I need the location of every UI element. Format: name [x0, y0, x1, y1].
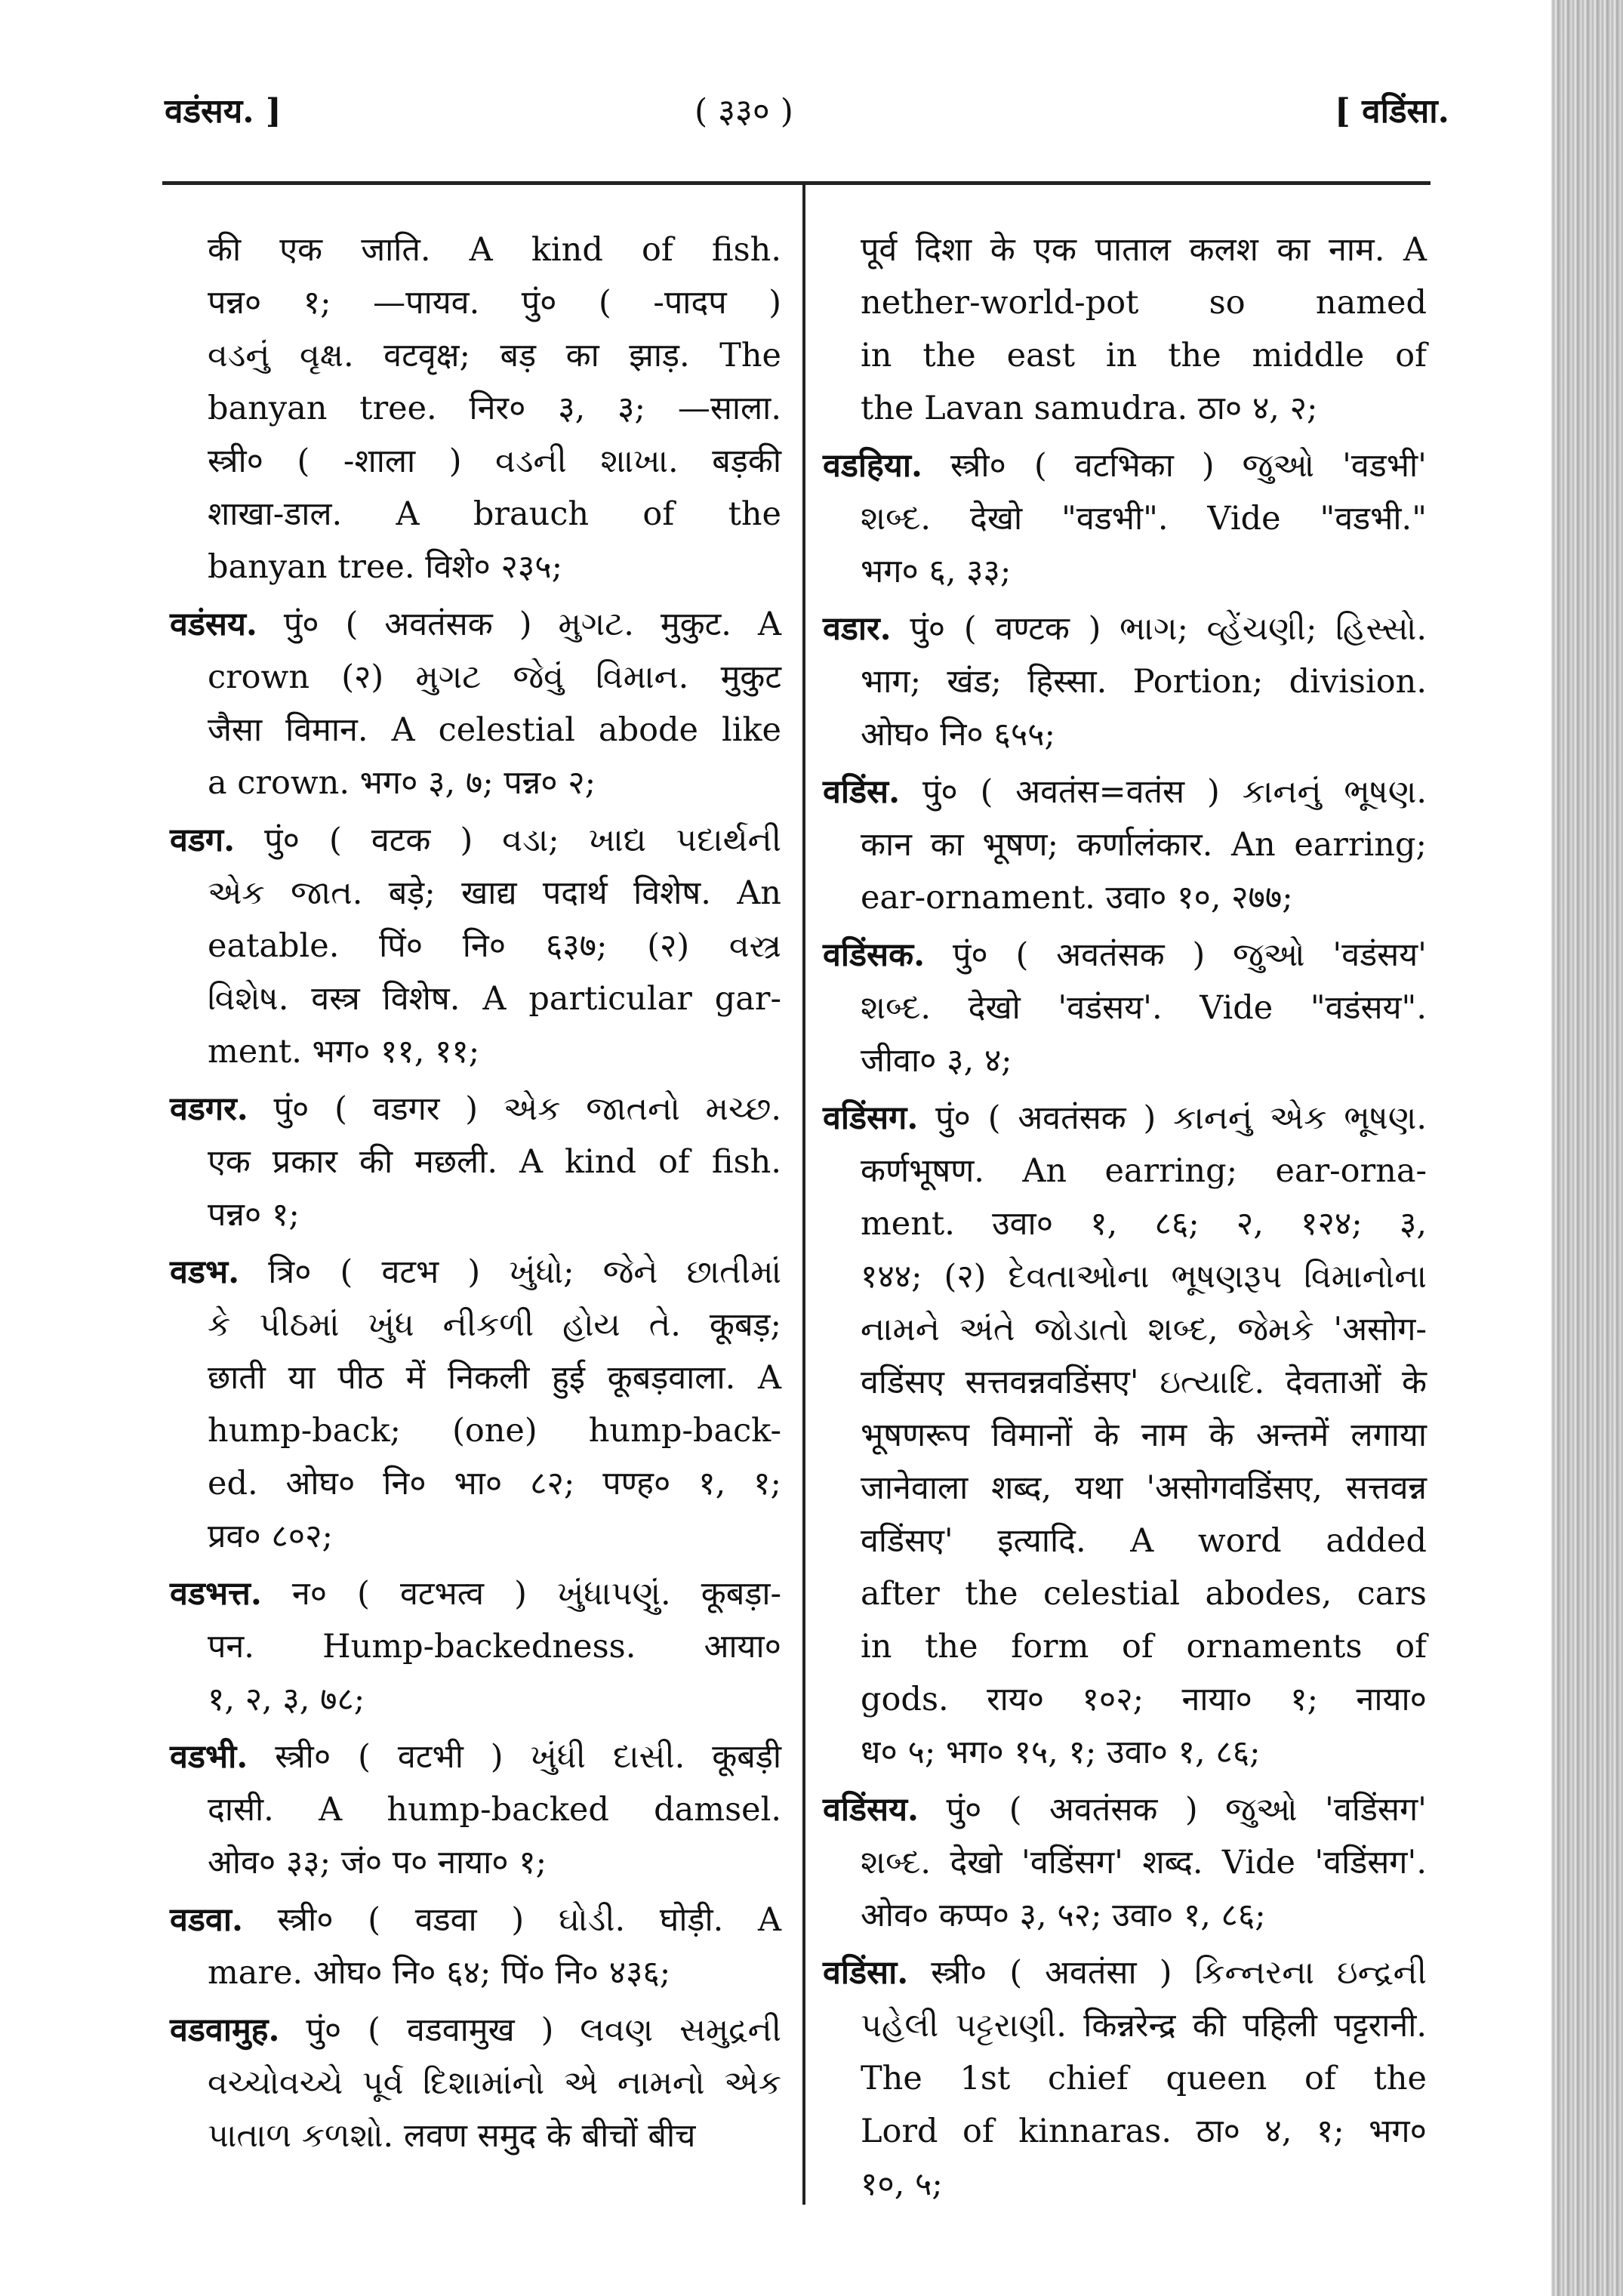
right-column: [823, 219, 1427, 2211]
entry-line: [823, 276, 1427, 329]
entry-text: એક જાત. बड़े; खाद्य पदार्थ विशेष. An: [208, 874, 781, 912]
entry-text: ओघ० नि० ६५५;: [861, 716, 1056, 754]
entry-text: કે પીઠમાં ખુંધ નીકળી હોય તે. कूबड़;: [208, 1306, 781, 1344]
entry-text: स्त्री० ( -शाला ) વડની શાખા. बड़की: [208, 442, 781, 480]
entry-line: [170, 1510, 781, 1563]
entry-line: [823, 1462, 1427, 1515]
entry-text: भाग; खंड; हिस्सा. Portion; division.: [861, 663, 1427, 701]
entry-headword: वडिंसक.: [823, 936, 925, 974]
entry-line: [823, 492, 1427, 545]
entry-line: [170, 651, 781, 704]
entry-text: जानेवाला शब्द, यथा 'असोगवडिंसए, सत्तवन्न: [861, 1469, 1427, 1507]
dictionary-entry: [170, 814, 781, 1078]
entry-text: nether-world-pot so named: [861, 284, 1427, 322]
header-first-word: वडंसय. ]: [165, 92, 282, 131]
entry-line: [823, 818, 1427, 871]
entry-text: ed. ओघ० नि० भा० ८२; पण्ह० १, १;: [208, 1465, 781, 1502]
entry-text: पुं० ( वडवामुख ) લવણ સમુદ્રની: [279, 2011, 781, 2049]
entry-line: [170, 1620, 781, 1673]
entry-line: [170, 1836, 781, 1889]
entry-text: mare. ओघ० नि० ६४; पिं० नि० ४३६;: [208, 1954, 671, 1992]
entry-headword: वडिंसा.: [823, 1954, 909, 1992]
entry-text: पन्न० १;: [208, 1196, 300, 1234]
entry-text: छाती या पीठ में निकली हुई कूबड़वाला. A: [208, 1359, 781, 1397]
entry-text: gods. राय० १०२; नाया० १; नाया०: [861, 1681, 1427, 1718]
entry-text: भग० ६, ३३;: [861, 553, 1012, 590]
entry-line: [170, 223, 781, 276]
entry-line: [823, 1409, 1427, 1462]
entry-line: [823, 1889, 1427, 1942]
entry-line: [170, 814, 781, 867]
entry-line: [823, 1783, 1427, 1836]
entry-line: [170, 1457, 781, 1510]
entry-text: १४४; (२) દેવતાઓના ભૂષણરૂપ વિમાનોના: [861, 1258, 1427, 1296]
entry-text: Lord of kinnaras. ठा० ४, १; भग०: [861, 2113, 1427, 2150]
entry-headword: वडहिया.: [823, 447, 922, 485]
column-divider: [802, 181, 805, 2205]
entry-line: [823, 1303, 1427, 1356]
entry-line: [823, 603, 1427, 655]
entry-line: [823, 1673, 1427, 1726]
entry-text: पन्न० १; —पायव. पुं० ( -पादप ): [208, 284, 781, 322]
entry-text: banyan tree. विशे० २३५;: [208, 548, 563, 586]
entry-text: in the east in the middle of: [861, 337, 1427, 374]
entry-line: [823, 2158, 1427, 2211]
entry-text: त्रि० ( वटभ ) ખુંધો; જેને છાતીમાં: [239, 1253, 781, 1291]
entry-line: [823, 1356, 1427, 1409]
entry-line: [170, 382, 781, 435]
dictionary-entry: [823, 603, 1427, 761]
entry-text: in the form of ornaments of: [861, 1628, 1427, 1666]
entry-line: [823, 1726, 1427, 1779]
entry-headword: वडिंसय.: [823, 1791, 919, 1829]
entry-text: eatable. पिं० नि० ६३७; (२) વસ્ત્ર: [208, 927, 781, 965]
dictionary-entry: [823, 1783, 1427, 1942]
entry-text: પહેલી પટ્ટરાણી. किन्नरेन्द्र की पहिली पट्टरानी.: [861, 2007, 1427, 2045]
entry-text: कर्णभूषण. An earring; ear-orna-: [861, 1152, 1427, 1190]
entry-line: [823, 1197, 1427, 1250]
header-last-word: [ वडिंसा.: [1335, 92, 1449, 131]
entry-line: [170, 1404, 781, 1457]
entry-text: स्त्री० ( वडवा ) ઘોડી. घोड़ी. A: [242, 1901, 781, 1939]
entry-text: न० ( वटभत्व ) ખુંધાપણું. कूबड़ा-: [261, 1575, 781, 1613]
entry-headword: वडभत्त.: [170, 1575, 262, 1613]
entry-line: [170, 1783, 781, 1836]
entry-text: जैसा विमान. A celestial abode like: [208, 711, 781, 749]
dictionary-entry: [823, 1092, 1427, 1779]
entry-text: पन. Hump-backedness. आया०: [208, 1628, 781, 1666]
entry-headword: वडार.: [823, 610, 892, 648]
entry-line: [823, 382, 1427, 435]
entry-text: पुं० ( अवतंस=वतंस ) કાનનું ભૂષણ.: [900, 773, 1427, 811]
entry-line: [170, 2004, 781, 2057]
entry-text: प्रव० ८०२;: [208, 1518, 333, 1555]
entry-line: [170, 972, 781, 1025]
entry-text: दासी. A hump-backed damsel.: [208, 1791, 781, 1829]
header-rule: [162, 181, 1431, 185]
page-number: ( ३३० ): [694, 92, 793, 131]
entry-line: [170, 1673, 781, 1726]
entry-line: [170, 920, 781, 972]
entry-text: ment. उवा० १, ८६; २, १२४; ३,: [861, 1205, 1427, 1243]
dictionary-entry: [823, 223, 1427, 435]
entry-line: [823, 439, 1427, 492]
dictionary-entry: [823, 1946, 1427, 2211]
entry-line: [170, 598, 781, 651]
entry-headword: वडवामुह.: [170, 2011, 280, 2049]
entry-line: [170, 1730, 781, 1783]
entry-line: [823, 1092, 1427, 1145]
entry-headword: वडगर.: [170, 1090, 248, 1128]
entry-line: [170, 1894, 781, 1946]
entry-headword: वडिंस.: [823, 773, 901, 811]
entry-text: १, २, ३, ७८;: [208, 1681, 365, 1718]
entry-line: [170, 435, 781, 488]
entry-text: कान का भूषण; कर्णालंकार. An earring;: [861, 826, 1427, 864]
entry-headword: वडभ.: [170, 1253, 240, 1291]
entry-text: the Lavan samudra. ठा० ४, २;: [861, 390, 1318, 427]
entry-line: [823, 1620, 1427, 1673]
entry-line: [170, 757, 781, 809]
entry-headword: वडवा.: [170, 1901, 243, 1939]
entry-text: पुं० ( वण्टक ) ભાગ; વ્હેંચણી; હિસ્સો.: [891, 610, 1427, 648]
entry-text: શબ્દ. देखो 'वडिंसग' शब्द. Vide 'वडिंसग'.: [861, 1844, 1427, 1881]
entry-line: [823, 871, 1427, 924]
entry-text: पुं० ( वटक ) વડા; ખાદ્ય પદાર્થની: [235, 821, 781, 859]
entry-text: શબ્દ. देखो "वडभी". Vide "वडभी.": [861, 500, 1427, 538]
entry-line: [823, 1515, 1427, 1567]
entry-text: ओव० कप्प० ३, ५२; उवा० १, ८६;: [861, 1897, 1266, 1934]
entry-headword: वडभी.: [170, 1738, 248, 1776]
entry-headword: वडग.: [170, 821, 236, 859]
entry-line: [170, 1946, 781, 1999]
entry-text: वडिंसए सत्तवन्नवडिंसए' ઇત્યાદિ. देवताओं के: [861, 1364, 1427, 1401]
entry-text: जीवा० ३, ४;: [861, 1042, 1012, 1080]
entry-line: [823, 2052, 1427, 2105]
entry-line: [170, 329, 781, 382]
entry-line: [170, 2057, 781, 2110]
entry-text: વડનું વૃક્ષ. वटवृक्ष; बड़ का झाड़. The: [208, 337, 781, 374]
entry-line: [823, 1946, 1427, 1999]
entry-text: भूषणरूप विमानों के नाम के अन्तमें लगाया: [861, 1416, 1427, 1454]
entry-text: पुं० ( अवतंसक ) જુઓ 'वडिंसग': [919, 1791, 1427, 1829]
entry-text: The 1st chief queen of the: [861, 2060, 1427, 2097]
entry-line: [170, 1083, 781, 1136]
entry-line: [823, 929, 1427, 982]
entry-line: [823, 1145, 1427, 1197]
entry-line: [170, 1567, 781, 1620]
entry-text: crown (२) મુગટ જેવું વિમાન. मुकुट: [208, 658, 781, 696]
entry-line: [823, 655, 1427, 708]
entry-text: पुं० ( अवतंसक ) મુગટ. मुकुट. A: [257, 606, 781, 643]
entry-text: वडिंसए' इत्यादि. A word added: [861, 1522, 1427, 1560]
entry-line: [823, 708, 1427, 761]
entry-line: [170, 2110, 781, 2162]
entry-text: ear-ornament. उवा० १०, २७७;: [861, 879, 1293, 917]
entry-line: [823, 1567, 1427, 1620]
entry-line: [170, 1246, 781, 1299]
entry-line: [823, 1836, 1427, 1889]
entry-line: [170, 1299, 781, 1351]
entry-text: पुं० ( वडगर ) એક જાતનો મચ્છ.: [248, 1090, 781, 1128]
entry-text: स्त्री० ( वटभिका ) જુઓ 'वडभी': [922, 447, 1427, 485]
entry-headword: वडंसय.: [170, 606, 257, 643]
entry-text: શબ્દ. देखो 'वडंसय'. Vide "वडंसय".: [861, 989, 1427, 1027]
entry-line: [823, 766, 1427, 818]
entry-line: [170, 1351, 781, 1404]
dictionary-entry: [170, 1730, 781, 1889]
entry-text: વચ્ચોવચ્ચે પૂર્વ દિશામાંનો એ નામનો એક: [208, 2064, 781, 2102]
entry-text: hump-back; (one) hump-back-: [208, 1412, 781, 1450]
entry-text: પાતાળ કળશો. लवण समुद के बीचों बीच: [208, 2117, 696, 2155]
dictionary-entry: [823, 766, 1427, 924]
entry-text: ment. भग० ११, ११;: [208, 1033, 480, 1071]
entry-text: पुं० ( अवतंसक ) જુઓ 'वडंसय': [925, 936, 1427, 974]
entry-line: [823, 329, 1427, 382]
entry-line: [170, 276, 781, 329]
entry-text: a crown. भग० ३, ७; पन्न० २;: [208, 764, 596, 802]
entry-line: [170, 867, 781, 920]
entry-text: शाखा-डाल. A brauch of the: [208, 495, 781, 533]
entry-text: पुं० ( अवतंसक ) કાનનું એક ભૂષણ.: [918, 1099, 1427, 1137]
dictionary-entry: [170, 1567, 781, 1726]
entry-text: ध० ५; भग० १५, १; उवा० १, ८६;: [861, 1734, 1261, 1771]
entry-line: [823, 1034, 1427, 1087]
dictionary-entry: [170, 598, 781, 809]
entry-text: banyan tree. निर० ३, ३; —साला.: [208, 390, 781, 427]
entry-text: after the celestial abodes, cars: [861, 1575, 1427, 1613]
entry-line: [170, 541, 781, 593]
entry-line: [170, 1136, 781, 1188]
entry-line: [823, 982, 1427, 1034]
entry-line: [823, 1999, 1427, 2052]
entry-line: [170, 488, 781, 541]
entry-text: વિશેષ. वस्त्र विशेष. A particular gar-: [208, 980, 781, 1018]
entry-line: [823, 1250, 1427, 1303]
left-column: [170, 219, 781, 2162]
entry-text: १०, ५;: [861, 2165, 943, 2203]
entry-text: एक प्रकार की मछली. A kind of fish.: [208, 1143, 781, 1181]
entry-text: स्त्री० ( वटभी ) ખુંધી દાસી. कूबड़ी: [248, 1738, 781, 1776]
scanned-page-edge: [1551, 0, 1623, 2296]
dictionary-entry: [823, 439, 1427, 598]
entry-text: ओव० ३३; जं० प० नाया० १;: [208, 1844, 547, 1881]
entry-line: [823, 223, 1427, 276]
dictionary-entry: [170, 223, 781, 593]
entry-line: [170, 1188, 781, 1241]
dictionary-entry: [823, 929, 1427, 1087]
dictionary-entry: [170, 1246, 781, 1563]
entry-text: पूर्व दिशा के एक पाताल कलश का नाम. A: [861, 231, 1427, 269]
entry-line: [823, 2105, 1427, 2158]
dictionary-entry: [170, 2004, 781, 2162]
entry-text: स्त्री० ( अवतंसा ) કિન્નરના ઇન્દ્રની: [908, 1954, 1427, 1992]
dictionary-entry: [170, 1083, 781, 1241]
entry-line: [170, 1025, 781, 1078]
entry-line: [170, 704, 781, 757]
entry-text: की एक जाति. A kind of fish.: [208, 231, 781, 269]
entry-headword: वडिंसग.: [823, 1099, 919, 1137]
entry-line: [823, 545, 1427, 598]
entry-text: નામને અંતે જોડાતો શબ્દ, જેમકે 'असोग-: [861, 1311, 1427, 1348]
dictionary-entry: [170, 1894, 781, 1999]
